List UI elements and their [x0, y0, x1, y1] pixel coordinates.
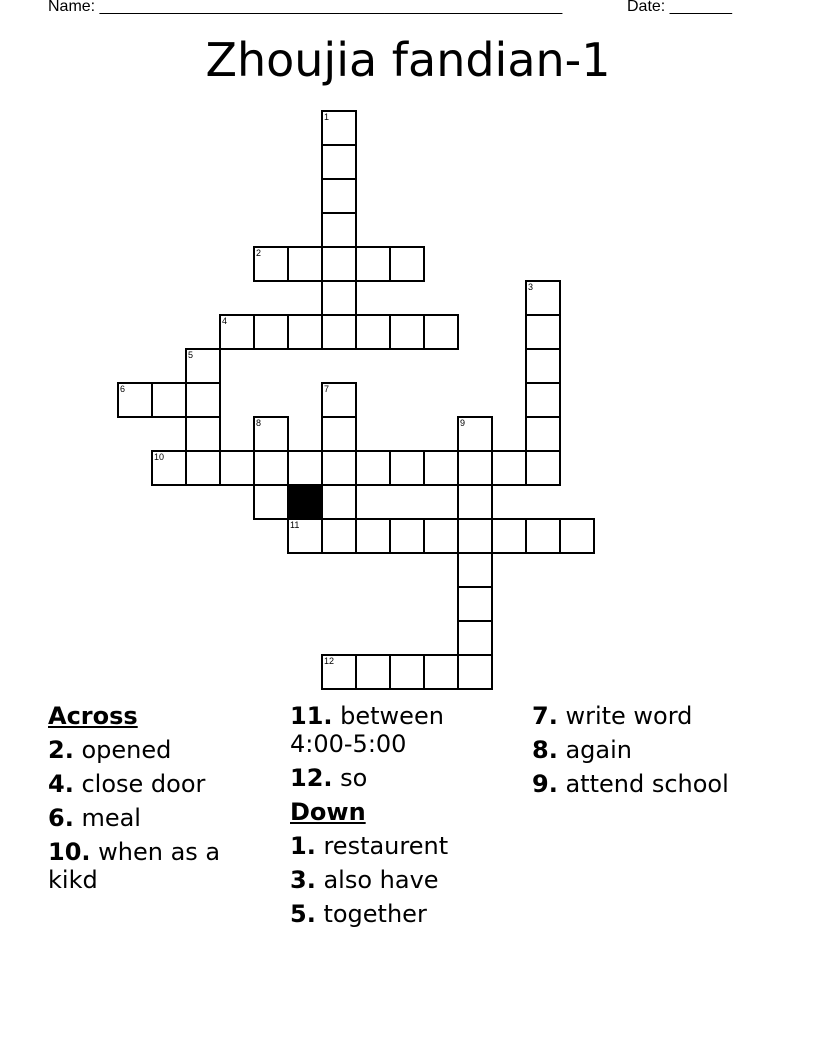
- clue-number-label: 2: [256, 248, 262, 258]
- clue-number-label: 10: [154, 452, 165, 462]
- grid-cell[interactable]: [185, 416, 221, 452]
- grid-cell[interactable]: [185, 348, 221, 384]
- clue-number: 6.: [48, 804, 74, 832]
- grid-cell[interactable]: [321, 178, 357, 214]
- clue-down-9: [532, 770, 752, 798]
- grid-cell[interactable]: [253, 314, 289, 350]
- grid-cell[interactable]: [185, 450, 221, 486]
- grid-cell[interactable]: [287, 450, 323, 486]
- grid-cell[interactable]: [457, 518, 493, 554]
- down-heading: Down: [290, 798, 366, 826]
- clue-number-label: 8: [256, 418, 262, 428]
- grid-cell[interactable]: [321, 280, 357, 316]
- grid-cell[interactable]: [525, 450, 561, 486]
- clue-text: when as a kikd: [48, 838, 221, 894]
- grid-cell[interactable]: [491, 450, 527, 486]
- clue-down-1: [290, 832, 510, 860]
- blocked-cell: [287, 484, 323, 520]
- grid-cell[interactable]: [253, 416, 289, 452]
- grid-cell[interactable]: [423, 314, 459, 350]
- clue-down-5: [290, 900, 510, 928]
- grid-cell[interactable]: [457, 484, 493, 520]
- grid-cell[interactable]: [151, 450, 187, 486]
- page-title: Zhoujia fandian-1: [205, 33, 611, 87]
- clue-number-label: 9: [460, 418, 466, 428]
- clue-number: 5.: [290, 900, 316, 928]
- grid-cell[interactable]: [525, 280, 561, 316]
- grid-cell[interactable]: [491, 518, 527, 554]
- clue-column-3: [532, 702, 752, 804]
- clue-number: 8.: [532, 736, 558, 764]
- grid-cell[interactable]: [287, 246, 323, 282]
- grid-cell[interactable]: [457, 654, 493, 690]
- clue-down-7: [532, 702, 752, 730]
- clue-number-label: 1: [324, 112, 330, 122]
- grid-cell[interactable]: [525, 382, 561, 418]
- grid-cell[interactable]: [389, 450, 425, 486]
- grid-cell[interactable]: [117, 382, 153, 418]
- clue-across-4: [48, 770, 268, 798]
- grid-cell[interactable]: [151, 382, 187, 418]
- clue-text: so: [332, 764, 368, 792]
- grid-cell[interactable]: [559, 518, 595, 554]
- clue-text: close door: [73, 770, 206, 798]
- clue-number-label: 5: [188, 350, 194, 360]
- clue-across-6: [48, 804, 268, 832]
- clue-number-label: 11: [290, 520, 300, 530]
- grid-cell[interactable]: [321, 110, 357, 146]
- grid-cell[interactable]: [321, 518, 357, 554]
- clue-text: meal: [73, 804, 141, 832]
- clue-number: 11.: [290, 702, 333, 730]
- clue-across-11: [290, 702, 510, 758]
- grid-cell[interactable]: [355, 450, 391, 486]
- grid-cell[interactable]: [457, 620, 493, 656]
- grid-cell[interactable]: [321, 246, 357, 282]
- clue-number-label: 7: [324, 384, 330, 394]
- grid-cell[interactable]: [355, 314, 391, 350]
- clue-column-1: [48, 702, 268, 900]
- clue-text: together: [315, 900, 427, 928]
- clue-number: 7.: [532, 702, 558, 730]
- clue-number-label: 6: [120, 384, 126, 394]
- clue-number: 2.: [48, 736, 74, 764]
- grid-cell[interactable]: [525, 416, 561, 452]
- grid-cell[interactable]: [423, 654, 459, 690]
- name-field[interactable]: Name: ____________________________________________________: [48, 0, 563, 15]
- grid-cell[interactable]: [423, 518, 459, 554]
- grid-cell[interactable]: [457, 586, 493, 622]
- grid-cell[interactable]: [185, 382, 221, 418]
- grid-cell[interactable]: [355, 654, 391, 690]
- clue-number-label: 4: [222, 316, 228, 326]
- clue-across-10: [48, 838, 268, 894]
- clue-text: write word: [557, 702, 693, 730]
- clue-text: between 4:00-5:00: [290, 702, 444, 758]
- clue-down-8: [532, 736, 752, 764]
- grid-cell[interactable]: [253, 246, 289, 282]
- grid-cell[interactable]: [355, 518, 391, 554]
- clue-down-3: [290, 866, 510, 894]
- grid-cell[interactable]: [321, 212, 357, 248]
- grid-cell[interactable]: [525, 314, 561, 350]
- grid-cell[interactable]: [423, 450, 459, 486]
- clue-number: 10.: [48, 838, 91, 866]
- grid-cell[interactable]: [321, 382, 357, 418]
- grid-cell[interactable]: [321, 450, 357, 486]
- clue-number-label: 12: [324, 656, 335, 666]
- grid-cell[interactable]: [321, 654, 357, 690]
- grid-cell[interactable]: [389, 518, 425, 554]
- clue-number-label: 3: [528, 282, 534, 292]
- grid-cell[interactable]: [321, 314, 357, 350]
- grid-cell[interactable]: [321, 144, 357, 180]
- clue-number: 9.: [532, 770, 558, 798]
- grid-cell[interactable]: [287, 518, 323, 554]
- clue-text: again: [557, 736, 632, 764]
- grid-cell[interactable]: [219, 314, 255, 350]
- grid-cell[interactable]: [355, 246, 391, 282]
- clue-across-2: [48, 736, 268, 764]
- clue-column-2: [290, 702, 510, 934]
- grid-cell[interactable]: [525, 348, 561, 384]
- grid-cell[interactable]: [457, 450, 493, 486]
- across-heading: Across: [48, 702, 138, 730]
- clue-text: attend school: [557, 770, 729, 798]
- grid-cell[interactable]: [321, 416, 357, 452]
- grid-cell[interactable]: [389, 246, 425, 282]
- clue-number: 4.: [48, 770, 74, 798]
- clue-number: 12.: [290, 764, 333, 792]
- clue-text: opened: [73, 736, 172, 764]
- grid-cell[interactable]: [457, 552, 493, 588]
- clue-number: 3.: [290, 866, 316, 894]
- date-field[interactable]: Date: _______: [627, 0, 732, 15]
- clue-number: 1.: [290, 832, 316, 860]
- grid-cell[interactable]: [287, 314, 323, 350]
- grid-cell[interactable]: [389, 654, 425, 690]
- clue-across-12: [290, 764, 510, 792]
- grid-cell[interactable]: [253, 484, 289, 520]
- grid-cell[interactable]: [525, 518, 561, 554]
- grid-cell[interactable]: [457, 416, 493, 452]
- grid-cell[interactable]: [321, 484, 357, 520]
- clue-text: also have: [315, 866, 439, 894]
- grid-cell[interactable]: [219, 450, 255, 486]
- grid-cell[interactable]: [389, 314, 425, 350]
- clue-text: restaurent: [315, 832, 449, 860]
- grid-cell[interactable]: [253, 450, 289, 486]
